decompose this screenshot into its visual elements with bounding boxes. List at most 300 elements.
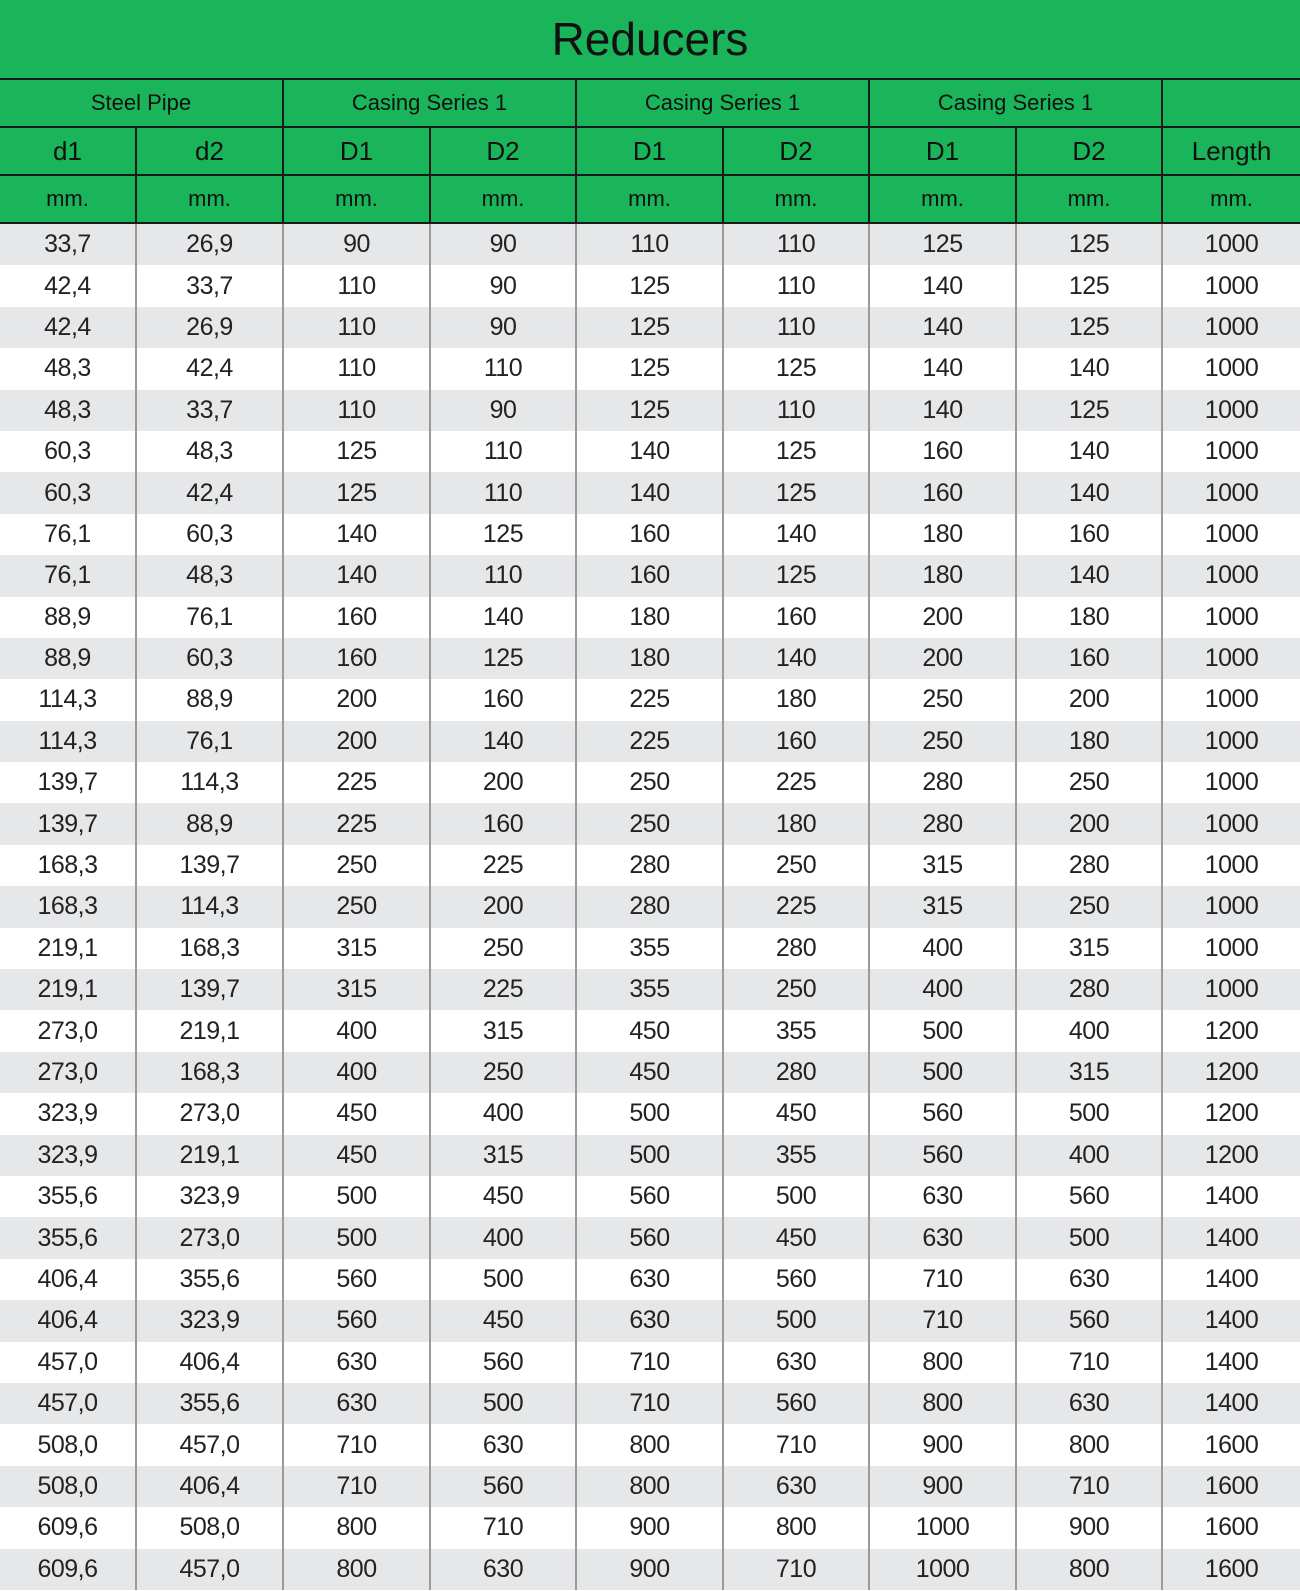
table-cell: 406,4	[0, 1300, 136, 1341]
table-cell: 500	[283, 1176, 430, 1217]
table-cell: 710	[430, 1507, 576, 1548]
table-row	[0, 886, 1300, 927]
table-cell: 450	[576, 1010, 723, 1051]
table-cell: 140	[283, 514, 430, 555]
table-cell: 26,9	[136, 223, 283, 265]
table-cell: 1000	[1162, 886, 1300, 927]
table-cell: 60,3	[0, 472, 136, 513]
table-cell: 450	[430, 1300, 576, 1341]
table-cell: 400	[1016, 1010, 1162, 1051]
table-cell: 90	[430, 265, 576, 306]
column-header: D2	[430, 127, 576, 175]
table-cell: 800	[869, 1342, 1016, 1383]
unit-header: mm.	[136, 175, 283, 223]
reducers-table	[0, 80, 1300, 1590]
table-cell: 125	[1016, 223, 1162, 265]
table-cell: 800	[1016, 1549, 1162, 1590]
table-row	[0, 1010, 1300, 1051]
table-row	[0, 1093, 1300, 1134]
table-cell: 250	[1016, 886, 1162, 927]
table-cell: 160	[723, 597, 869, 638]
table-cell: 280	[723, 928, 869, 969]
table-cell: 160	[723, 721, 869, 762]
table-cell: 42,4	[136, 472, 283, 513]
table-cell: 500	[869, 1052, 1016, 1093]
table-cell: 710	[283, 1424, 430, 1465]
table-cell: 42,4	[136, 348, 283, 389]
table-cell: 180	[1016, 721, 1162, 762]
table-cell: 125	[723, 348, 869, 389]
table-cell: 355	[576, 969, 723, 1010]
table-cell: 200	[1016, 679, 1162, 720]
table-cell: 90	[430, 390, 576, 431]
table-cell: 355	[723, 1010, 869, 1051]
table-cell: 125	[869, 223, 1016, 265]
table-row	[0, 969, 1300, 1010]
table-cell: 500	[576, 1093, 723, 1134]
table-cell: 457,0	[0, 1383, 136, 1424]
table-row	[0, 762, 1300, 803]
table-body	[0, 223, 1300, 1590]
table-cell: 315	[430, 1010, 576, 1051]
table-cell: 1000	[1162, 679, 1300, 720]
table-row	[0, 555, 1300, 596]
group-header-casing-series-1: Casing Series 1	[869, 80, 1162, 127]
table-cell: 26,9	[136, 307, 283, 348]
table-row	[0, 472, 1300, 513]
table-cell: 400	[430, 1093, 576, 1134]
table-cell: 225	[430, 845, 576, 886]
table-row	[0, 514, 1300, 555]
table-cell: 219,1	[0, 928, 136, 969]
table-cell: 900	[869, 1466, 1016, 1507]
table-cell: 400	[283, 1052, 430, 1093]
table-cell: 273,0	[0, 1010, 136, 1051]
table-row	[0, 803, 1300, 844]
table-row	[0, 638, 1300, 679]
table-cell: 114,3	[0, 679, 136, 720]
table-cell: 800	[576, 1424, 723, 1465]
table-cell: 1600	[1162, 1507, 1300, 1548]
table-cell: 1400	[1162, 1217, 1300, 1258]
table-cell: 125	[576, 265, 723, 306]
table-cell: 1000	[1162, 348, 1300, 389]
table-cell: 280	[1016, 969, 1162, 1010]
table-cell: 160	[1016, 514, 1162, 555]
table-cell: 200	[869, 597, 1016, 638]
table-cell: 450	[723, 1093, 869, 1134]
table-cell: 800	[283, 1549, 430, 1590]
table-cell: 140	[283, 555, 430, 596]
table-cell: 250	[430, 928, 576, 969]
table-cell: 900	[576, 1507, 723, 1548]
table-cell: 140	[576, 472, 723, 513]
unit-header: mm.	[283, 175, 430, 223]
table-cell: 630	[869, 1217, 1016, 1258]
table-row	[0, 1300, 1300, 1341]
table-cell: 355,6	[136, 1259, 283, 1300]
table-cell: 630	[723, 1466, 869, 1507]
group-header-row	[0, 80, 1300, 127]
table-cell: 280	[869, 762, 1016, 803]
table-cell: 355	[723, 1135, 869, 1176]
table-cell: 457,0	[0, 1342, 136, 1383]
table-cell: 225	[723, 762, 869, 803]
table-cell: 110	[576, 223, 723, 265]
table-row	[0, 1549, 1300, 1590]
table-cell: 406,4	[136, 1342, 283, 1383]
table-cell: 500	[576, 1135, 723, 1176]
table-cell: 508,0	[0, 1424, 136, 1465]
table-cell: 168,3	[0, 845, 136, 886]
table-cell: 168,3	[136, 928, 283, 969]
table-cell: 400	[430, 1217, 576, 1258]
table-cell: 140	[1016, 348, 1162, 389]
table-cell: 125	[723, 555, 869, 596]
table-cell: 280	[1016, 845, 1162, 886]
table-cell: 250	[723, 845, 869, 886]
table-cell: 1000	[1162, 928, 1300, 969]
table-row	[0, 1383, 1300, 1424]
table-cell: 1000	[869, 1507, 1016, 1548]
table-cell: 110	[283, 348, 430, 389]
table-cell: 630	[430, 1424, 576, 1465]
table-cell: 114,3	[136, 886, 283, 927]
table-cell: 710	[1016, 1466, 1162, 1507]
table-cell: 140	[723, 638, 869, 679]
table-cell: 125	[430, 638, 576, 679]
table-cell: 219,1	[0, 969, 136, 1010]
table-cell: 560	[1016, 1300, 1162, 1341]
table-cell: 1000	[1162, 762, 1300, 803]
table-cell: 273,0	[136, 1217, 283, 1258]
table-row	[0, 265, 1300, 306]
table-cell: 125	[430, 514, 576, 555]
table-cell: 180	[723, 803, 869, 844]
table-cell: 180	[576, 638, 723, 679]
table-cell: 280	[869, 803, 1016, 844]
table-row	[0, 431, 1300, 472]
unit-header: mm.	[1016, 175, 1162, 223]
table-cell: 200	[430, 886, 576, 927]
table-cell: 1000	[869, 1549, 1016, 1590]
table-cell: 219,1	[136, 1135, 283, 1176]
table-cell: 315	[1016, 928, 1162, 969]
table-cell: 110	[430, 348, 576, 389]
table-cell: 225	[723, 886, 869, 927]
table-cell: 500	[283, 1217, 430, 1258]
table-cell: 500	[1016, 1217, 1162, 1258]
table-cell: 110	[430, 472, 576, 513]
table-cell: 225	[430, 969, 576, 1010]
table-cell: 88,9	[136, 679, 283, 720]
table-cell: 200	[1016, 803, 1162, 844]
table-cell: 200	[430, 762, 576, 803]
table-cell: 125	[576, 390, 723, 431]
table-cell: 1000	[1162, 969, 1300, 1010]
table-cell: 355,6	[0, 1176, 136, 1217]
table-cell: 160	[430, 679, 576, 720]
table-cell: 1200	[1162, 1135, 1300, 1176]
table-cell: 139,7	[0, 762, 136, 803]
table-cell: 48,3	[136, 431, 283, 472]
table-cell: 450	[283, 1093, 430, 1134]
table-cell: 280	[576, 845, 723, 886]
table-cell: 400	[869, 969, 1016, 1010]
table-cell: 900	[1016, 1507, 1162, 1548]
table-cell: 500	[1016, 1093, 1162, 1134]
table-cell: 110	[283, 265, 430, 306]
table-cell: 560	[576, 1217, 723, 1258]
table-row	[0, 307, 1300, 348]
group-header-casing-series-1: Casing Series 1	[576, 80, 869, 127]
table-cell: 406,4	[136, 1466, 283, 1507]
table-cell: 140	[869, 390, 1016, 431]
table-cell: 1000	[1162, 307, 1300, 348]
table-cell: 1000	[1162, 803, 1300, 844]
table-cell: 180	[869, 555, 1016, 596]
table-row	[0, 597, 1300, 638]
table-cell: 273,0	[0, 1052, 136, 1093]
table-cell: 500	[723, 1300, 869, 1341]
table-cell: 125	[1016, 390, 1162, 431]
table-cell: 140	[576, 431, 723, 472]
column-header: D1	[283, 127, 430, 175]
table-cell: 1000	[1162, 431, 1300, 472]
table-cell: 125	[576, 348, 723, 389]
table-cell: 250	[430, 1052, 576, 1093]
table-cell: 450	[283, 1135, 430, 1176]
table-cell: 225	[576, 679, 723, 720]
table-cell: 280	[576, 886, 723, 927]
unit-header: mm.	[430, 175, 576, 223]
table-cell: 42,4	[0, 307, 136, 348]
unit-header: mm.	[723, 175, 869, 223]
table-cell: 250	[723, 969, 869, 1010]
table-cell: 1000	[1162, 845, 1300, 886]
column-header: D2	[723, 127, 869, 175]
table-cell: 168,3	[136, 1052, 283, 1093]
table-cell: 110	[723, 390, 869, 431]
group-header-blank	[1162, 80, 1300, 127]
table-cell: 125	[283, 472, 430, 513]
table-cell: 800	[283, 1507, 430, 1548]
table-cell: 33,7	[136, 390, 283, 431]
table-cell: 323,9	[136, 1176, 283, 1217]
table-cell: 450	[576, 1052, 723, 1093]
table-cell: 400	[1016, 1135, 1162, 1176]
table-cell: 140	[1016, 555, 1162, 596]
table-row	[0, 1507, 1300, 1548]
table-cell: 508,0	[0, 1466, 136, 1507]
table-cell: 800	[576, 1466, 723, 1507]
table-cell: 630	[869, 1176, 1016, 1217]
table-cell: 139,7	[136, 845, 283, 886]
table-cell: 800	[1016, 1424, 1162, 1465]
table-cell: 160	[869, 472, 1016, 513]
table-cell: 800	[869, 1383, 1016, 1424]
table-cell: 33,7	[0, 223, 136, 265]
table-cell: 139,7	[136, 969, 283, 1010]
table-row	[0, 721, 1300, 762]
table-cell: 323,9	[0, 1093, 136, 1134]
table-cell: 250	[576, 803, 723, 844]
table-cell: 110	[283, 390, 430, 431]
table-cell: 500	[869, 1010, 1016, 1051]
table-cell: 1600	[1162, 1424, 1300, 1465]
table-cell: 90	[430, 223, 576, 265]
table-cell: 1200	[1162, 1010, 1300, 1051]
table-row	[0, 679, 1300, 720]
column-header-row	[0, 127, 1300, 175]
table-row	[0, 1176, 1300, 1217]
table-cell: 200	[283, 679, 430, 720]
table-cell: 315	[430, 1135, 576, 1176]
table-cell: 315	[283, 928, 430, 969]
table-cell: 90	[283, 223, 430, 265]
group-header-casing-series-1: Casing Series 1	[283, 80, 576, 127]
table-cell: 88,9	[0, 638, 136, 679]
table-cell: 355,6	[136, 1383, 283, 1424]
table-cell: 250	[576, 762, 723, 803]
table-cell: 90	[430, 307, 576, 348]
unit-header: mm.	[576, 175, 723, 223]
table-cell: 560	[869, 1135, 1016, 1176]
table-cell: 1000	[1162, 265, 1300, 306]
table-cell: 48,3	[136, 555, 283, 596]
table-cell: 273,0	[136, 1093, 283, 1134]
table-cell: 88,9	[0, 597, 136, 638]
table-cell: 110	[283, 307, 430, 348]
group-header-steel-pipe: Steel Pipe	[0, 80, 283, 127]
table-cell: 110	[723, 265, 869, 306]
table-cell: 76,1	[0, 555, 136, 596]
page-title: Reducers	[551, 13, 749, 65]
table-cell: 140	[723, 514, 869, 555]
table-cell: 315	[1016, 1052, 1162, 1093]
table-row	[0, 928, 1300, 969]
table-cell: 560	[576, 1176, 723, 1217]
table-cell: 630	[576, 1259, 723, 1300]
table-row	[0, 223, 1300, 265]
table-cell: 76,1	[0, 514, 136, 555]
table-cell: 323,9	[136, 1300, 283, 1341]
table-cell: 1600	[1162, 1466, 1300, 1507]
table-cell: 250	[283, 845, 430, 886]
table-cell: 60,3	[136, 638, 283, 679]
table-cell: 457,0	[136, 1549, 283, 1590]
table-cell: 250	[1016, 762, 1162, 803]
table-cell: 406,4	[0, 1259, 136, 1300]
table-cell: 450	[723, 1217, 869, 1258]
table-cell: 200	[283, 721, 430, 762]
table-cell: 125	[723, 472, 869, 513]
table-cell: 180	[723, 679, 869, 720]
table-cell: 560	[283, 1300, 430, 1341]
table-cell: 88,9	[136, 803, 283, 844]
table-cell: 1400	[1162, 1383, 1300, 1424]
table-cell: 1000	[1162, 638, 1300, 679]
table-cell: 125	[723, 431, 869, 472]
table-row	[0, 348, 1300, 389]
table-cell: 500	[723, 1176, 869, 1217]
table-cell: 1200	[1162, 1052, 1300, 1093]
table-cell: 560	[283, 1259, 430, 1300]
table-cell: 160	[283, 597, 430, 638]
table-cell: 125	[576, 307, 723, 348]
table-cell: 140	[1016, 431, 1162, 472]
table-cell: 180	[576, 597, 723, 638]
table-cell: 560	[430, 1342, 576, 1383]
table-cell: 315	[869, 886, 1016, 927]
table-cell: 355	[576, 928, 723, 969]
table-cell: 1400	[1162, 1176, 1300, 1217]
table-cell: 900	[869, 1424, 1016, 1465]
table-cell: 180	[869, 514, 1016, 555]
table-cell: 400	[283, 1010, 430, 1051]
table-cell: 500	[430, 1383, 576, 1424]
table-cell: 110	[723, 307, 869, 348]
table-cell: 1200	[1162, 1093, 1300, 1134]
table-cell: 710	[723, 1549, 869, 1590]
table-cell: 630	[723, 1342, 869, 1383]
table-cell: 33,7	[136, 265, 283, 306]
table-row	[0, 1342, 1300, 1383]
table-cell: 457,0	[136, 1424, 283, 1465]
table-cell: 125	[1016, 307, 1162, 348]
table-cell: 114,3	[136, 762, 283, 803]
table-cell: 710	[869, 1259, 1016, 1300]
table-cell: 42,4	[0, 265, 136, 306]
table-cell: 710	[869, 1300, 1016, 1341]
table-cell: 710	[1016, 1342, 1162, 1383]
column-header: d2	[136, 127, 283, 175]
table-cell: 609,6	[0, 1549, 136, 1590]
column-header: D1	[869, 127, 1016, 175]
title-bar	[0, 0, 1300, 80]
table-cell: 1000	[1162, 223, 1300, 265]
table-cell: 160	[869, 431, 1016, 472]
table-row	[0, 1259, 1300, 1300]
table-cell: 560	[1016, 1176, 1162, 1217]
table-cell: 1400	[1162, 1259, 1300, 1300]
table-cell: 125	[283, 431, 430, 472]
table-cell: 450	[430, 1176, 576, 1217]
unit-header-row	[0, 175, 1300, 223]
table-cell: 225	[576, 721, 723, 762]
table-cell: 48,3	[0, 390, 136, 431]
table-cell: 160	[576, 514, 723, 555]
table-cell: 609,6	[0, 1507, 136, 1548]
table-cell: 508,0	[136, 1507, 283, 1548]
column-header: d1	[0, 127, 136, 175]
table-cell: 225	[283, 762, 430, 803]
column-header: D2	[1016, 127, 1162, 175]
table-cell: 140	[869, 265, 1016, 306]
table-cell: 630	[430, 1549, 576, 1590]
table-cell: 140	[430, 597, 576, 638]
table-row	[0, 1424, 1300, 1465]
table-cell: 125	[1016, 265, 1162, 306]
table-cell: 140	[1016, 472, 1162, 513]
table-cell: 76,1	[136, 721, 283, 762]
table-cell: 140	[869, 348, 1016, 389]
table-cell: 280	[723, 1052, 869, 1093]
table-row	[0, 1052, 1300, 1093]
table-cell: 60,3	[136, 514, 283, 555]
table-row	[0, 1135, 1300, 1176]
table-cell: 560	[869, 1093, 1016, 1134]
